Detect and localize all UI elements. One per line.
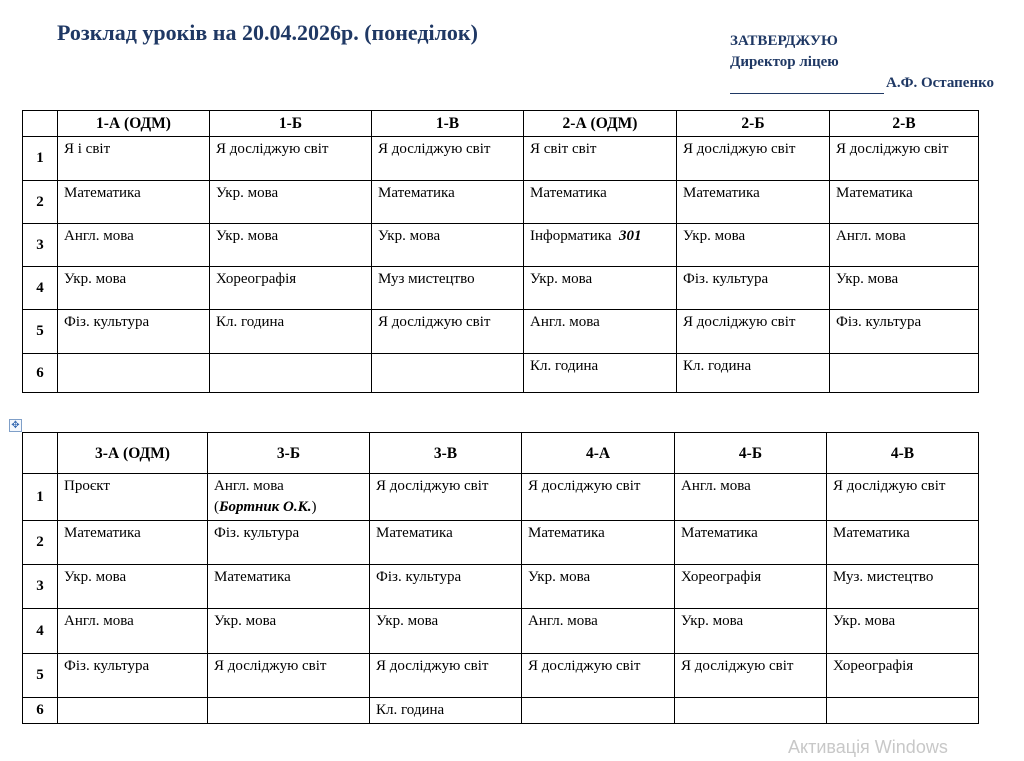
approval-signature-line	[730, 73, 994, 94]
class-header: 1-А (ОДМ)	[58, 111, 210, 137]
lesson-cell: Укр. мова	[677, 224, 830, 267]
lesson-cell: Математика	[208, 565, 370, 609]
class-header: 2-Б	[677, 111, 830, 137]
lesson-subject: Інформатика	[530, 228, 612, 244]
lesson-cell	[58, 354, 210, 393]
lesson-cell: Математика	[58, 181, 210, 224]
lesson-number: 5	[23, 654, 58, 698]
approval-signature-name: А.Ф. Остапенко	[886, 75, 995, 91]
lesson-number: 5	[23, 310, 58, 354]
lesson-cell: Англ. мова	[675, 474, 827, 521]
lesson-cell: Математика	[372, 181, 524, 224]
class-header: 4-В	[827, 433, 979, 474]
table-row	[23, 267, 979, 310]
lesson-cell: Укр. мова	[208, 609, 370, 654]
lesson-number: 4	[23, 267, 58, 310]
lesson-cell: Укр. мова	[524, 267, 677, 310]
lesson-cell: Я досліджую світ	[677, 137, 830, 181]
lesson-cell: Укр. мова	[675, 609, 827, 654]
table-row	[23, 310, 979, 354]
lesson-cell	[675, 698, 827, 724]
lesson-cell: Хореографія	[210, 267, 372, 310]
lesson-number: 6	[23, 354, 58, 393]
lesson-cell: Укр. мова	[210, 224, 372, 267]
table-move-handle-icon[interactable]: ✥	[9, 419, 22, 432]
table-row	[23, 609, 979, 654]
lesson-cell: Укр. мова	[827, 609, 979, 654]
lesson-cell: Я досліджую світ	[827, 474, 979, 521]
lesson-cell: Муз. мистецтво	[827, 565, 979, 609]
lesson-cell: Я досліджую світ	[370, 474, 522, 521]
lesson-cell: Укр. мова	[830, 267, 979, 310]
lesson-cell	[830, 354, 979, 393]
table-row	[23, 698, 979, 724]
header-corner	[23, 433, 58, 474]
table-header-row	[23, 433, 979, 474]
table-row	[23, 354, 979, 393]
table-header-row	[23, 111, 979, 137]
lesson-number: 1	[23, 474, 58, 521]
lesson-cell: Фіз. культура	[58, 654, 208, 698]
lesson-cell: Англ. мова	[58, 609, 208, 654]
lesson-cell: Я досліджую світ	[370, 654, 522, 698]
class-header: 3-А (ОДМ)	[58, 433, 208, 474]
lesson-cell: Кл. година	[370, 698, 522, 724]
lesson-cell: Математика	[830, 181, 979, 224]
lesson-cell	[524, 224, 677, 267]
lesson-cell: Математика	[827, 521, 979, 565]
teacher-note: Бортник О.К.	[219, 499, 312, 515]
class-header: 1-В	[372, 111, 524, 137]
lesson-cell	[210, 354, 372, 393]
class-header: 2-В	[830, 111, 979, 137]
lesson-cell: Я і світ	[58, 137, 210, 181]
lesson-subject: Англ. мова	[214, 478, 284, 494]
class-header: 2-А (ОДМ)	[524, 111, 677, 137]
lesson-cell: Англ. мова (Бортник О.К.)	[208, 474, 370, 521]
table-row	[23, 474, 979, 521]
lesson-cell	[58, 698, 208, 724]
lesson-number: 2	[23, 521, 58, 565]
lesson-cell: Фіз. культура	[370, 565, 522, 609]
lesson-cell: Укр. мова	[522, 565, 675, 609]
table-row	[23, 521, 979, 565]
lesson-cell	[372, 354, 524, 393]
header-corner	[23, 111, 58, 137]
table-row	[23, 565, 979, 609]
lesson-cell: Математика	[58, 521, 208, 565]
lesson-cell	[208, 698, 370, 724]
lesson-number: 4	[23, 609, 58, 654]
lesson-cell: Укр. мова	[58, 267, 210, 310]
approval-position: Директор ліцею	[730, 54, 839, 70]
approval-heading: ЗАТВЕРДЖУЮ	[730, 33, 838, 49]
lesson-cell: Математика	[370, 521, 522, 565]
lesson-cell: Я досліджую світ	[675, 654, 827, 698]
lesson-cell: Проєкт	[58, 474, 208, 521]
table-row	[23, 181, 979, 224]
lesson-cell	[522, 698, 675, 724]
lesson-cell: Я досліджую світ	[372, 137, 524, 181]
lesson-cell: Я досліджую світ	[208, 654, 370, 698]
windows-activation-watermark: Активація Windows	[788, 737, 948, 757]
class-header: 3-Б	[208, 433, 370, 474]
lesson-cell: Математика	[675, 521, 827, 565]
lesson-cell: Я досліджую світ	[372, 310, 524, 354]
lesson-cell: Кл. година	[524, 354, 677, 393]
lesson-cell: Кл. година	[210, 310, 372, 354]
lesson-cell: Математика	[524, 181, 677, 224]
table-row	[23, 137, 979, 181]
lesson-cell: Я світ світ	[524, 137, 677, 181]
class-header: 1-Б	[210, 111, 372, 137]
class-header: 3-В	[370, 433, 522, 474]
lesson-cell: Я досліджую світ	[522, 474, 675, 521]
lesson-cell	[827, 698, 979, 724]
lesson-cell: Хореографія	[675, 565, 827, 609]
lesson-cell: Муз мистецтво	[372, 267, 524, 310]
lesson-cell: Укр. мова	[58, 565, 208, 609]
lesson-cell: Я досліджую світ	[677, 310, 830, 354]
class-header: 4-А	[522, 433, 675, 474]
lesson-number: 6	[23, 698, 58, 724]
lesson-cell: Математика	[677, 181, 830, 224]
lesson-cell: Укр. мова	[372, 224, 524, 267]
lesson-cell: Укр. мова	[210, 181, 372, 224]
lesson-cell: Англ. мова	[58, 224, 210, 267]
lesson-cell: Я досліджую світ	[522, 654, 675, 698]
lesson-number: 3	[23, 565, 58, 609]
lesson-cell: Фіз. культура	[677, 267, 830, 310]
lesson-cell: Англ. мова	[830, 224, 979, 267]
table-row	[23, 654, 979, 698]
lesson-number: 2	[23, 181, 58, 224]
lesson-cell: Фіз. культура	[830, 310, 979, 354]
lesson-cell: Фіз. культура	[208, 521, 370, 565]
lesson-number: 3	[23, 224, 58, 267]
page-title: Розклад уроків на 20.04.2026р. (понеділок)	[57, 20, 478, 45]
class-header: 4-Б	[675, 433, 827, 474]
lesson-cell: Хореографія	[827, 654, 979, 698]
table-row	[23, 224, 979, 267]
lesson-cell: Я досліджую світ	[210, 137, 372, 181]
schedule-table-grades-3-4	[22, 432, 979, 724]
lesson-cell: Математика	[522, 521, 675, 565]
lesson-number: 1	[23, 137, 58, 181]
lesson-cell: Укр. мова	[370, 609, 522, 654]
approval-block	[730, 31, 994, 94]
room-number: 301	[618, 228, 642, 244]
lesson-cell: Кл. година	[677, 354, 830, 393]
schedule-table-grades-1-2	[22, 110, 979, 393]
lesson-cell: Я досліджую світ	[830, 137, 979, 181]
lesson-cell: Фіз. культура	[58, 310, 210, 354]
signature-blank	[730, 79, 884, 94]
lesson-cell: Англ. мова	[522, 609, 675, 654]
lesson-cell: Англ. мова	[524, 310, 677, 354]
